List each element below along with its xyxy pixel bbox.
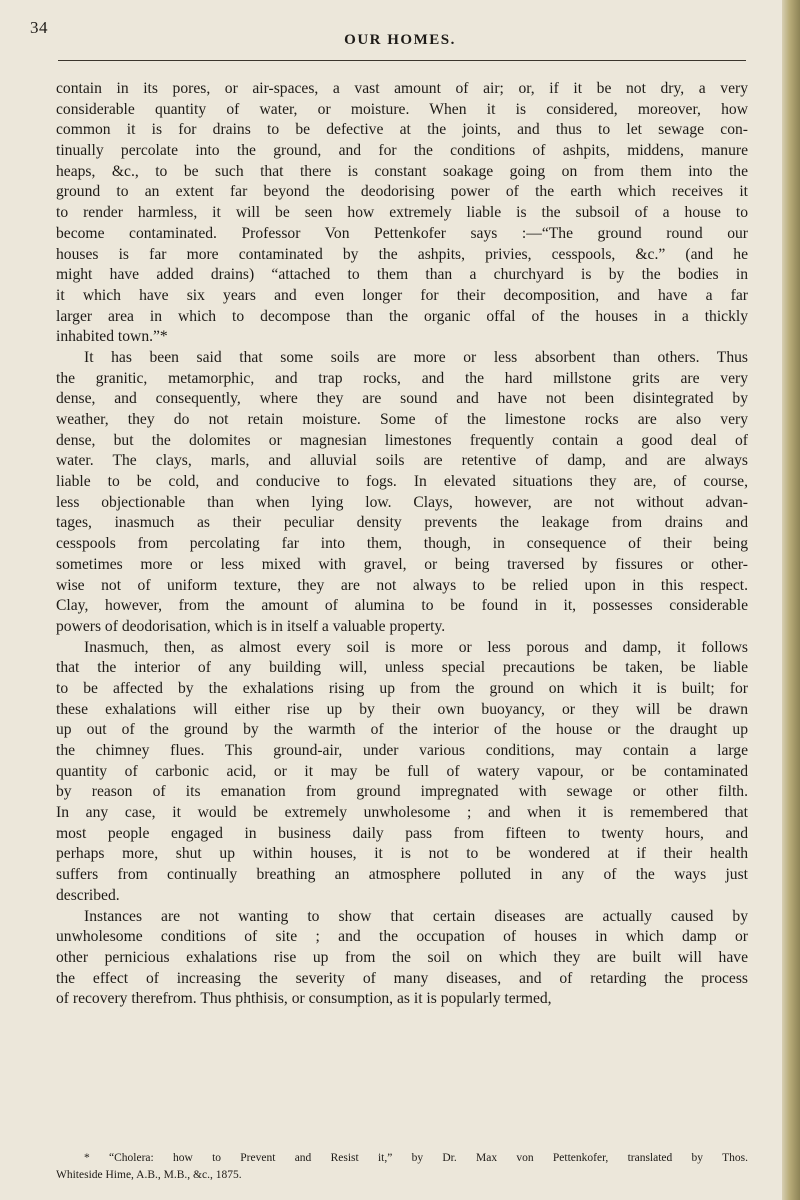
text-line: less objectionable than when lying low. Clays, however, are not without advan- xyxy=(56,493,748,511)
text-line: perhaps more, shut up within houses, it is not to be wondered at if their health xyxy=(56,845,748,863)
text-line: Inasmuch, then, as almost every soil is more or less porous and damp, it follows xyxy=(84,638,748,656)
text-line: ground to an extent far beyond the deodorising power of the earth which receives it xyxy=(56,183,748,201)
text-line: by reason of its emanation from ground impregnated with sewage or other filth. xyxy=(56,783,748,801)
text-line: dense, but the dolomites or magnesian limestones frequently contain a good deal of xyxy=(56,431,748,449)
text-line: these exhalations will either rise up by their own buoyancy, or they will be drawn xyxy=(56,700,748,718)
text-line: the chimney flues. This ground-air, under various conditions, may contain a large xyxy=(56,742,748,759)
text-line: that the interior of any building will, unless special precautions be taken, be liable xyxy=(56,659,748,677)
text-line: In any case, it would be extremely unwholesome ; and when it is remembered that xyxy=(56,804,748,822)
text-line: cesspools from percolating far into them, though, in consequence of their being xyxy=(56,535,748,553)
text-line: tages, inasmuch as their peculiar density prevents the leakage from drains and xyxy=(56,514,748,532)
text-line: up out of the ground by the warmth of the interior of the house or the draught up xyxy=(56,721,748,739)
text-line: common it is for drains to be defective at the joints, and thus to let sewage con- xyxy=(56,121,748,139)
text-line: wise not of uniform texture, they are not always to be relied upon in this respect. xyxy=(56,576,748,594)
text-line: It has been said that some soils are more or less absorbent than others. Thus xyxy=(84,348,748,366)
header-rule xyxy=(58,60,746,61)
text-line: might have added drains) “attached to them than a churchyard is by the bodies in xyxy=(56,266,748,284)
text-line: described. xyxy=(56,886,120,904)
text-line: most people engaged in business daily pass from fifteen to twenty hours, and xyxy=(56,824,748,842)
text-line: the effect of increasing the severity of many diseases, and of retarding the process xyxy=(56,969,748,987)
page-number: 34 xyxy=(30,18,48,37)
text-line: weather, they do not retain moisture. Some of the limestone rocks are also very xyxy=(56,411,748,428)
text-line: larger area in which to decompose than the organic offal of the houses in a thickly xyxy=(56,307,748,325)
footnote-line: * “Cholera: how to Prevent and Resist it,” by Dr. Max von Pettenkofer, translated by Thos. xyxy=(84,1152,748,1164)
text-line: suffers from continually breathing an atmosphere polluted in any of the ways just xyxy=(56,866,748,884)
text-line: heaps, &c., to be such that there is constant soakage going on from them into the xyxy=(56,162,748,180)
text-line: of recovery therefrom. Thus phthisis, or consumption, as it is popularly termed, xyxy=(56,990,552,1008)
text-line: inhabited town.”* xyxy=(56,328,168,346)
text-line: liable to be cold, and conducive to fogs. In elevated situations they are, of course, xyxy=(56,473,748,491)
text-line: Clay, however, from the amount of alumina to be found in it, possesses considerable xyxy=(56,597,748,615)
text-line: other pernicious exhalations rise up from the soil on which they are built will have xyxy=(56,948,748,966)
text-line: it which have six years and even longer for their decomposition, and have a far xyxy=(56,286,748,304)
text-line: to render harmless, it will be seen how extremely liable is the subsoil of a house to xyxy=(56,204,748,222)
text-line: sometimes more or less mixed with gravel, or being traversed by fissures or other- xyxy=(56,555,748,573)
body-text xyxy=(56,79,748,1010)
running-head: OUR HOMES. xyxy=(344,32,456,48)
text-line: become contaminated. Professor Von Pettenkofer says :—“The ground round our xyxy=(56,224,748,242)
footnote-line: Whiteside Hime, A.B., M.B., &c., 1875. xyxy=(56,1169,242,1181)
text-line: tinually percolate into the ground, and for the conditions of ashpits, middens, manure xyxy=(56,142,748,160)
text-line: unwholesome conditions of site ; and the occupation of houses in which damp or xyxy=(56,928,748,946)
text-line: water. The clays, marls, and alluvial soils are retentive of damp, and are always xyxy=(56,452,748,470)
page-edge-shadow xyxy=(782,0,800,1200)
text-line: to be affected by the exhalations rising up from the ground on which it is built; for xyxy=(56,679,748,697)
text-line: contain in its pores, or air-spaces, a vast amount of air; or, if it be not dry, a very xyxy=(56,80,748,97)
text-line: powers of deodorisation, which is in itself a valuable property. xyxy=(56,617,446,635)
text-line: Instances are not wanting to show that certain diseases are actually caused by xyxy=(84,907,748,925)
text-line: quantity of carbonic acid, or it may be full of watery vapour, or be contaminated xyxy=(56,762,748,780)
text-line: the granitic, metamorphic, and trap rocks, and the hard millstone grits are very xyxy=(56,369,748,387)
text-line: houses is far more contaminated by the ashpits, privies, cesspools, &c.” (and he xyxy=(56,245,748,263)
footnote xyxy=(56,1150,748,1184)
text-line: dense, and consequently, where they are sound and have not been disintegrated by xyxy=(56,390,748,408)
text-line: considerable quantity of water, or moisture. When it is considered, moreover, how xyxy=(56,100,748,118)
